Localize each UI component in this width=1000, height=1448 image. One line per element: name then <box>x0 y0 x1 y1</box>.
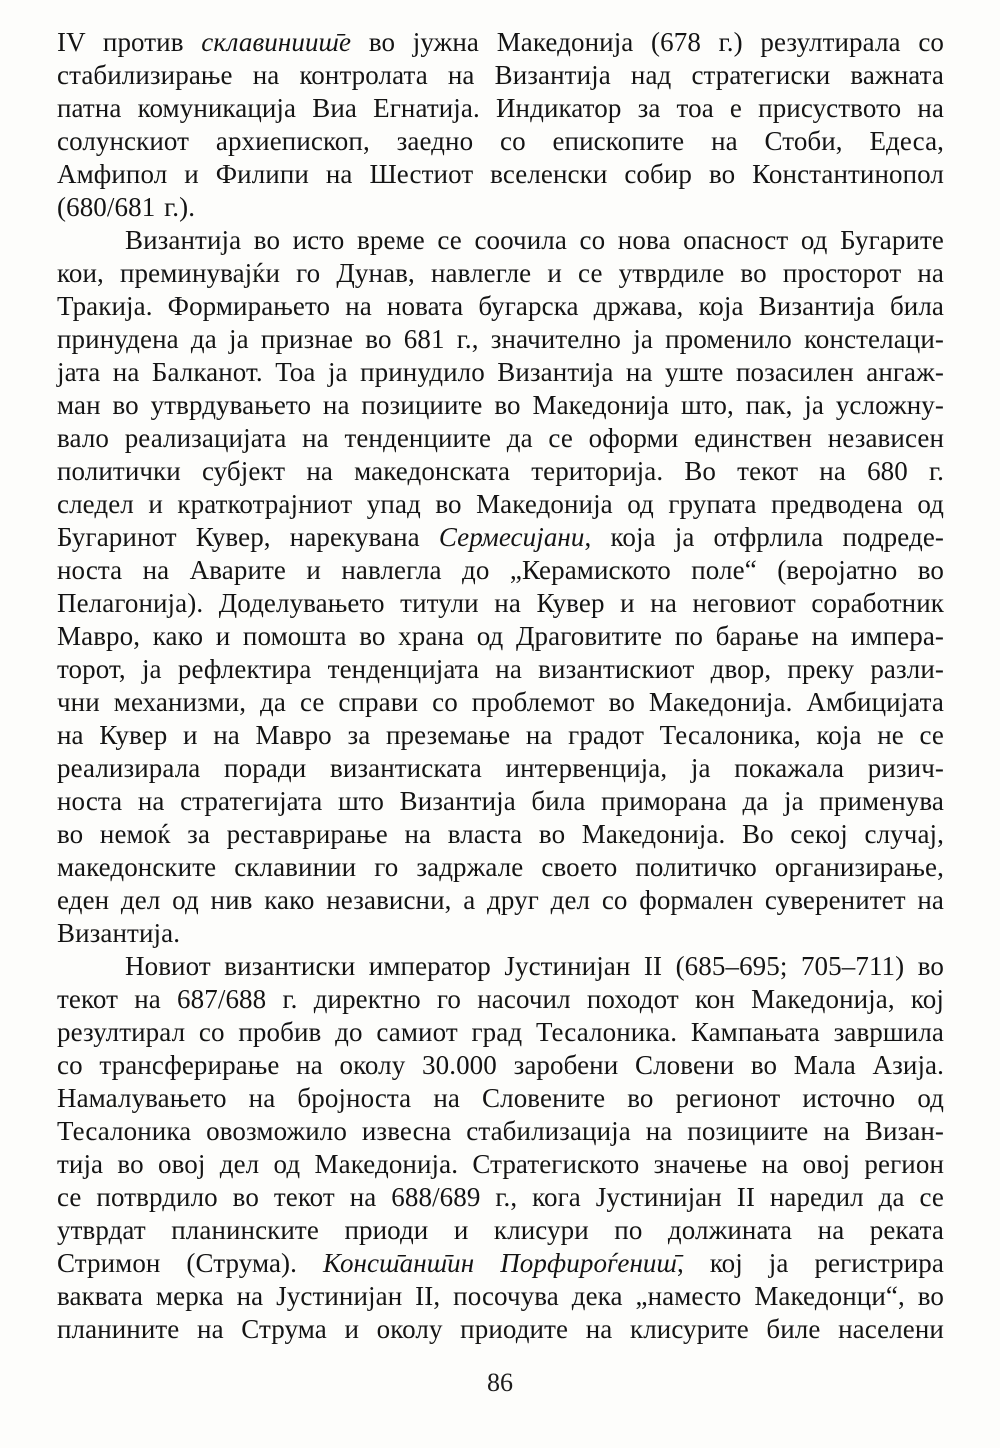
text-run: Амфипол и Филипи на Шестиот вселенски собир во Константинопол <box>57 159 944 189</box>
text-run: со трансферирање на околу 30.000 заробени Словени во Мала Азија. <box>57 1050 944 1080</box>
text-run: Новиот византиски император Јустинијан II (685–695; 705–711) во <box>125 951 944 981</box>
text-line <box>57 455 944 488</box>
text-line <box>57 257 944 290</box>
text-line <box>57 290 944 323</box>
text-run: текот на 687/688 г. директно го насочил походот кон Македонија, кој <box>57 984 944 1014</box>
text-run: носта на стратегијата што Византија била приморана да ја применува <box>57 786 944 816</box>
text-run: патна комуникација Виа Егнатија. Индикатор за тоа е присуството на <box>57 93 944 123</box>
text-line <box>57 191 944 224</box>
text-line <box>57 554 944 587</box>
text-line <box>57 1148 944 1181</box>
text-run: следел и краткотрајниот упад во Македонија од групата предводена од <box>57 489 944 519</box>
text-line <box>57 719 944 752</box>
text-run: јата на Балканот. Тоа ја принудило Византија на уште позасилен ангаж- <box>57 357 944 387</box>
text-line <box>57 158 944 191</box>
text-line <box>57 422 944 455</box>
text-line <box>57 884 944 917</box>
text-run: ман во утврдувањето на позициите во Македонија што, пак, ја усложну- <box>57 390 944 420</box>
paragraph <box>57 950 944 1346</box>
text-line <box>57 1181 944 1214</box>
text-line <box>57 224 944 257</box>
text-line <box>57 851 944 884</box>
text-run: принудена да ја признае во 681 г., значително ја променило констелаци- <box>57 324 944 354</box>
text-line <box>57 323 944 356</box>
text-line <box>57 587 944 620</box>
text-run: IV против <box>57 27 202 57</box>
text-line <box>57 1247 944 1280</box>
text-run: вало реализацијата на тенденциите да се оформи единствен независен <box>57 423 944 453</box>
text-run: Византија во исто време се соочила со нова опасност од Бугарите <box>125 225 944 255</box>
text-run: на Кувер и на Мавро за преземање на градот Тесалоника, која не се <box>57 720 944 750</box>
text-run: утврдат планинските приоди и клисури по должината на реката <box>57 1215 944 1245</box>
text-line <box>57 983 944 1016</box>
text-run: Тесалоника овозможило извесна стабилизација на позициите на Визан- <box>57 1116 944 1146</box>
text-run: се потврдило во текот на 688/689 г., кога Јустинијан II наредил да се <box>57 1182 944 1212</box>
text-line <box>57 917 944 950</box>
text-run: (680/681 г.). <box>57 192 196 222</box>
text-run: Мавро, како и помошта во храна од Драговитите по барање на импера- <box>57 621 944 651</box>
text-run: Намалувањето на бројноста на Словените во регионот источно од <box>57 1083 944 1113</box>
text-run: македонските склавинии го задржале своето политичко организирање, <box>57 852 944 882</box>
text-run: стабилизирање на контролата на Византија над стратегиски важната <box>57 60 944 90</box>
text-line <box>57 950 944 983</box>
text-run: носта на Аварите и навлегла до „Керамиското поле“ (веројатно во <box>57 555 944 585</box>
italic-text-run: Сермесијани <box>438 522 585 552</box>
text-line <box>57 26 944 59</box>
text-line <box>57 1016 944 1049</box>
text-run: торот, ја рефлектира тенденцијата на византискиот двор, преку разли- <box>57 654 944 684</box>
text-run: Стримон (Струма). <box>57 1248 323 1278</box>
paragraph <box>57 26 944 224</box>
text-run: еден дел од нив како независни, а друг дел со формален суверенитет на <box>57 885 944 915</box>
text-line <box>57 1214 944 1247</box>
text-run: резултирал со пробив до самиот град Тесалоника. Кампањата завршила <box>57 1017 944 1047</box>
text-line <box>57 1082 944 1115</box>
text-run: , која ја отфрлила подреде- <box>584 522 944 552</box>
text-run: во немоќ за реставрирање на власта во Македонија. Во секој случај, <box>57 819 944 849</box>
text-line <box>57 620 944 653</box>
paragraph <box>57 224 944 950</box>
text-line <box>57 752 944 785</box>
text-line <box>57 1313 944 1346</box>
text-line <box>57 1115 944 1148</box>
text-run: реализирала поради византиската интервенција, ја покажала ризич- <box>57 753 944 783</box>
text-run: чни механизми, да се справи со проблемот во Македонија. Амбицијата <box>57 687 944 717</box>
text-run: во јужна Македонија (678 г.) резултирала со <box>351 27 944 57</box>
text-line <box>57 1049 944 1082</box>
text-line <box>57 1280 944 1313</box>
text-line <box>57 488 944 521</box>
italic-text-run: Консш̄анш̄ин Порфироѓениш̄ <box>322 1248 678 1278</box>
text-line <box>57 92 944 125</box>
text-run: кои, преминувајќи го Дунав, навлегле и се утврдиле во просторот на <box>57 258 944 288</box>
text-run: политички субјект на македонската територија. Во текот на 680 г. <box>57 456 944 486</box>
text-run: Бугаринот Кувер, нарекувана <box>57 522 439 552</box>
text-run: солунскиот архиепископ, заедно со епископите на Стоби, Едеса, <box>57 126 944 156</box>
text-line <box>57 356 944 389</box>
text-run: планините на Струма и околу приодите на клисурите биле населени <box>57 1314 944 1344</box>
text-line <box>57 686 944 719</box>
text-run: тија во овој дел од Македонија. Стратегиското значење на овој регион <box>57 1149 944 1179</box>
page-number: 86 <box>487 1368 513 1397</box>
text-line <box>57 785 944 818</box>
text-line <box>57 59 944 92</box>
text-run: Пелагонија). Доделувањето титули на Кувер и на неговиот соработник <box>57 588 944 618</box>
text-run: Тракија. Формирањето на новата бугарска држава, која Византија била <box>57 291 944 321</box>
text-line <box>57 521 944 554</box>
text-run: , кој ја регистрира <box>677 1248 944 1278</box>
text-line <box>57 653 944 686</box>
text-line <box>57 818 944 851</box>
text-block <box>57 26 944 1346</box>
text-run: Византија. <box>57 918 181 948</box>
text-line <box>57 125 944 158</box>
text-line <box>57 389 944 422</box>
text-run: ваквата мерка на Јустинијан II, посочува дека „наместо Македонци“, во <box>57 1281 944 1311</box>
italic-text-run: склавинииш̄е <box>201 27 352 57</box>
